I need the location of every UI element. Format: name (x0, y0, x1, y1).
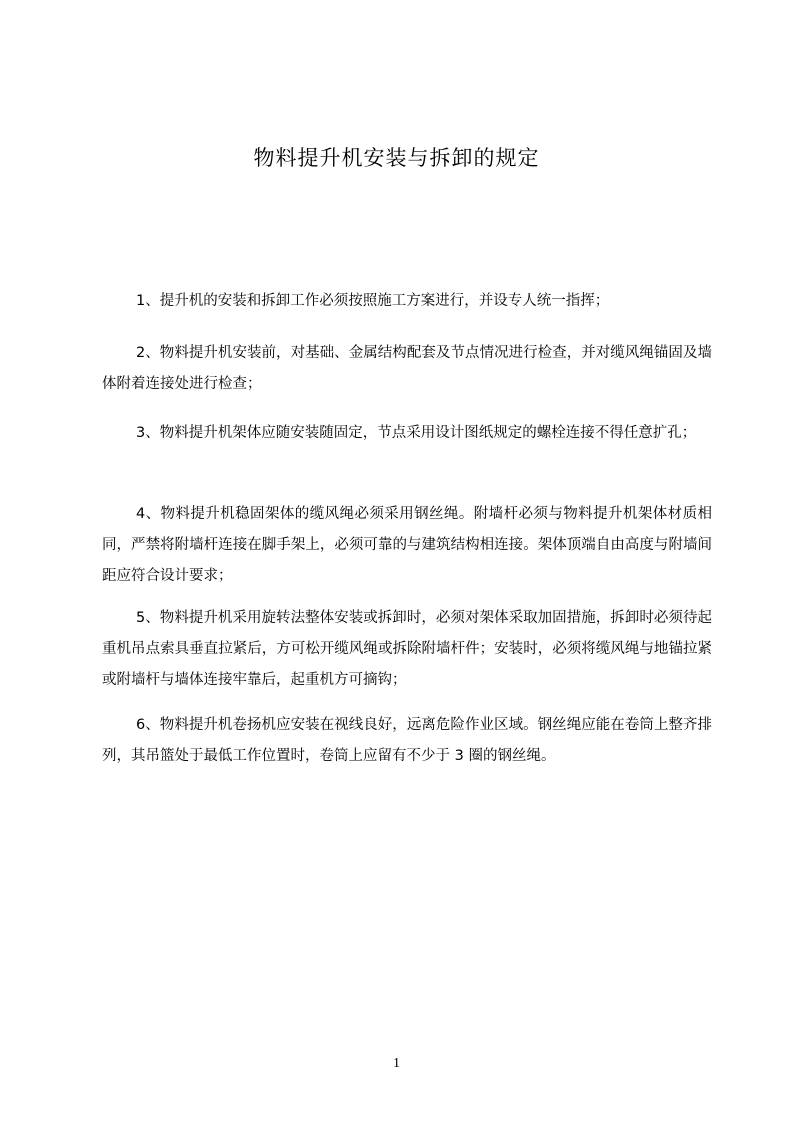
paragraph-2: 2、物料提升机安装前，对基础、金属结构配套及节点情况进行检查，并对缆风绳锚固及墙体附着连接处进行检查； (102, 345, 712, 392)
paragraph-4: 4、物料提升机稳固架体的缆风绳必须采用钢丝绳。附墙杆必须与物料提升机架体材质相同，严禁将附墙杆连接在脚手架上，必须可靠的与建筑结构相连接。架体顶端自由高度与附墙间距应符合设计要求； (102, 506, 712, 584)
paragraph-6: 6、物料提升机卷扬机应安装在视线良好，远离危险作业区域。钢丝绳应能在卷筒上整齐排列，其吊篮处于最低工作位置时，卷筒上应留有不少于 3 圈的钢丝绳。 (102, 717, 712, 764)
paragraph-3: 3、物料提升机架体应随安装随固定，节点采用设计图纸规定的螺栓连接不得任意扩孔； (136, 425, 697, 441)
page-number: 1 (393, 1056, 400, 1071)
document-title: 物料提升机安装与拆卸的规定 (253, 146, 540, 170)
paragraph-1: 1、提升机的安装和拆卸工作必须按照施工方案进行，并设专人统一指挥； (136, 293, 610, 309)
paragraph-5: 5、物料提升机采用旋转法整体安装或拆卸时，必须对架体采取加固措施，拆卸时必须待起重机吊点索具垂直拉紧后，方可松开缆风绳或拆除附墙杆件；安装时，必须将缆风绳与地锚拉紧或附墙杆与墙体连接牢靠后，起重机方可摘钩； (102, 610, 712, 688)
